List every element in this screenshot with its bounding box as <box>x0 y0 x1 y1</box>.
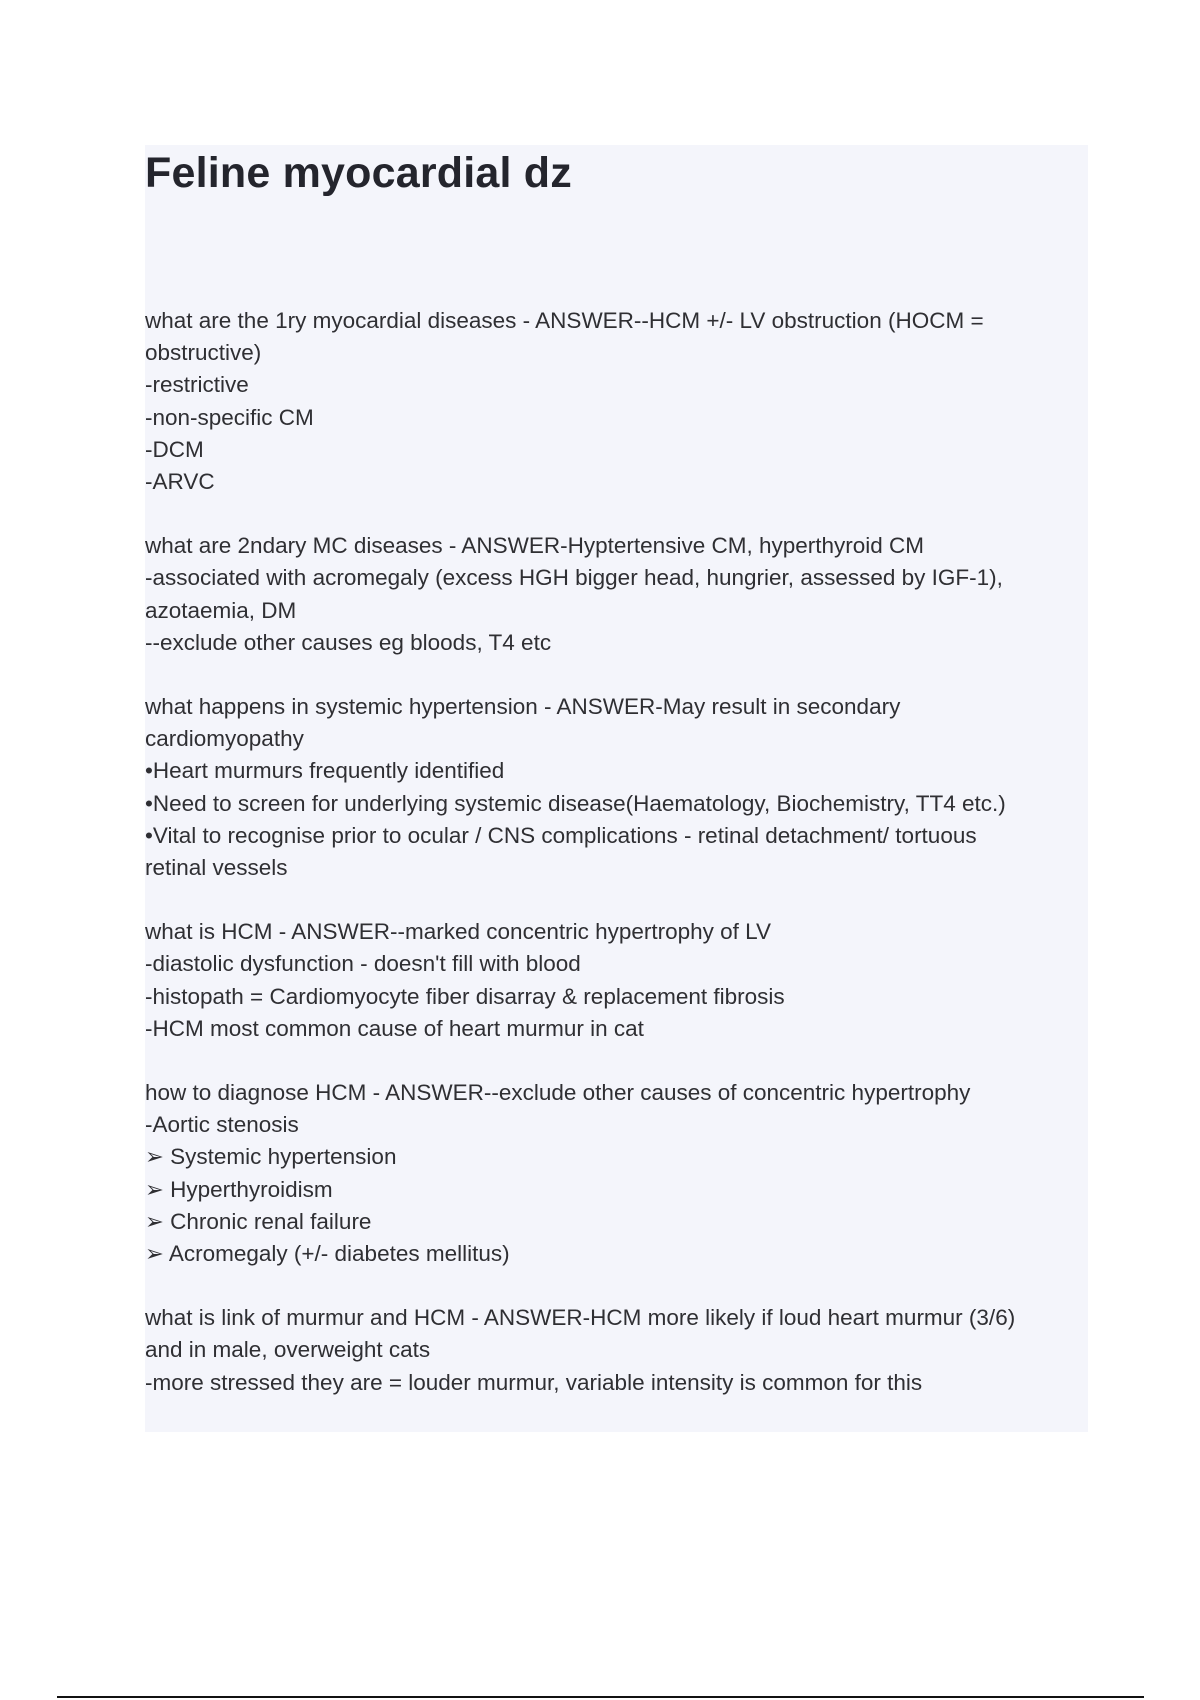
qa-block-primary-myocardial-diseases <box>145 305 1090 498</box>
text-line: what are the 1ry myocardial diseases - ANSWER--HCM +/- LV obstruction (HOCM = <box>145 308 984 333</box>
text-line: retinal vessels <box>145 855 288 881</box>
page-title: Feline myocardial dz <box>145 149 572 197</box>
text-line: what is HCM - ANSWER--marked concentric hypertrophy of LV <box>145 919 772 945</box>
text-line: -more stressed they are = louder murmur, variable intensity is common for this <box>145 1369 923 1395</box>
text-line: what is link of murmur and HCM - ANSWER-HCM more likely if loud heart murmur (3/6) <box>145 1305 1016 1331</box>
text-line: and in male, overweight cats <box>145 1337 431 1363</box>
text-line: azotaemia, DM <box>145 597 297 623</box>
footer-divider <box>57 1696 1144 1698</box>
text-line: what are 2ndary MC diseases - ANSWER-Hyptertensive CM, hyperthyroid CM <box>145 533 925 559</box>
text-line: obstructive) <box>145 340 262 366</box>
text-line: •Vital to recognise prior to ocular / CNS complications - retinal detachment/ tortuous <box>145 822 977 848</box>
text-line: what happens in systemic hypertension - ANSWER-May result in secondary <box>145 694 901 720</box>
text-line: -Aortic stenosis <box>145 1112 299 1138</box>
text-line: --exclude other causes eg bloods, T4 etc <box>145 629 552 655</box>
text-line: •Heart murmurs frequently identified <box>145 758 505 784</box>
text-line: -diastolic dysfunction - doesn't fill with blood <box>145 951 581 977</box>
qa-block-murmur-and-hcm <box>145 1302 1090 1399</box>
text-line: ➢ Chronic renal failure <box>145 1208 372 1234</box>
text-line: •Need to screen for underlying systemic disease(Haematology, Biochemistry, TT4 etc.) <box>145 790 1006 816</box>
qa-block-secondary-mc-diseases <box>145 530 1090 659</box>
text-line: -ARVC <box>145 469 215 495</box>
text-line: how to diagnose HCM - ANSWER--exclude other causes of concentric hypertrophy <box>145 1080 971 1106</box>
text-line: -histopath = Cardiomyocyte fiber disarray & replacement fibrosis <box>145 983 785 1009</box>
qa-block-diagnose-hcm <box>145 1077 1090 1270</box>
text-line: ➢ Systemic hypertension <box>145 1144 397 1170</box>
text-line: cardiomyopathy <box>145 726 304 752</box>
qa-list <box>145 305 1090 1431</box>
text-line: ➢ Hyperthyroidism <box>145 1176 333 1202</box>
qa-block-what-is-hcm <box>145 916 1090 1045</box>
text-line: -non-specific CM <box>145 404 314 430</box>
text-line: -HCM most common cause of heart murmur in cat <box>145 1015 644 1041</box>
text-line: -restrictive <box>145 372 249 398</box>
text-line: ➢ Acromegaly (+/- diabetes mellitus) <box>145 1241 510 1267</box>
qa-block-systemic-hypertension <box>145 691 1090 884</box>
text-line: -DCM <box>145 436 204 462</box>
text-line: -associated with acromegaly (excess HGH bigger head, hungrier, assessed by IGF-1), <box>145 565 1003 591</box>
